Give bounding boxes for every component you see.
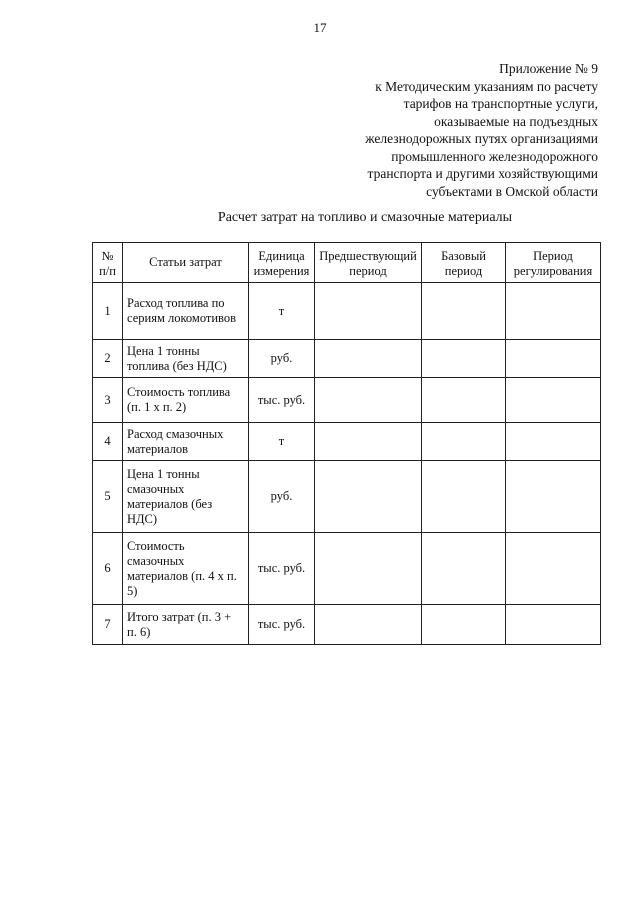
table-row	[93, 283, 601, 340]
row-item: Итого затрат (п. 3 + п. 6)	[123, 605, 249, 645]
cell-prev	[315, 378, 422, 423]
header-num: № п/п	[93, 243, 123, 283]
appendix-line: тарифов на транспортные услуги,	[403, 96, 598, 111]
row-num: 1	[93, 283, 123, 340]
row-num: 2	[93, 340, 123, 378]
appendix-line: к Методическим указаниям по расчету	[375, 78, 598, 94]
cell-reg	[506, 461, 601, 533]
cell-base	[422, 461, 506, 533]
row-item: Стоимость топлива (п. 1 х п. 2)	[123, 378, 249, 423]
row-item: Стоимость смазочных материалов (п. 4 х п. 5)	[123, 533, 249, 605]
cell-reg	[506, 605, 601, 645]
row-item: Расход топлива по сериям локомотивов	[123, 283, 249, 340]
cell-base	[422, 340, 506, 378]
table-row	[93, 423, 601, 461]
cell-reg	[506, 423, 601, 461]
row-num: 3	[93, 378, 123, 423]
table-row	[93, 378, 601, 423]
row-unit: руб.	[249, 340, 315, 378]
cell-reg	[506, 533, 601, 605]
row-unit: т	[249, 423, 315, 461]
cell-base	[422, 378, 506, 423]
row-item: Цена 1 тонны топлива (без НДС)	[123, 340, 249, 378]
cell-base	[422, 423, 506, 461]
row-unit: руб.	[249, 461, 315, 533]
appendix-line: оказываемые на подъездных	[434, 113, 598, 129]
appendix-note	[365, 60, 598, 200]
cell-prev	[315, 533, 422, 605]
cost-table	[92, 242, 601, 645]
cell-prev	[315, 605, 422, 645]
cell-prev	[315, 423, 422, 461]
cell-base	[422, 533, 506, 605]
header-unit: Единица измерения	[249, 243, 315, 283]
table-header-row	[93, 243, 601, 283]
row-num: 7	[93, 605, 123, 645]
appendix-line: железнодорожных путях организациями	[365, 131, 598, 146]
appendix-line: Приложение № 9	[499, 61, 598, 76]
header-reg-period: Период регулирования	[506, 243, 601, 283]
cell-reg	[506, 283, 601, 340]
header-base-period: Базовый период	[422, 243, 506, 283]
cell-prev	[315, 461, 422, 533]
cell-base	[422, 283, 506, 340]
cell-reg	[506, 340, 601, 378]
row-num: 6	[93, 533, 123, 605]
row-unit: т	[249, 283, 315, 340]
document-title: Расчет затрат на топливо и смазочные материалы	[217, 210, 513, 225]
row-item: Расход смазочных материалов	[123, 423, 249, 461]
row-num: 5	[93, 461, 123, 533]
cell-reg	[506, 378, 601, 423]
table-row	[93, 533, 601, 605]
cell-base	[422, 605, 506, 645]
table-row	[93, 461, 601, 533]
row-num: 4	[93, 423, 123, 461]
header-prev-period: Предшествующий период	[315, 243, 422, 283]
row-item: Цена 1 тонны смазочных материалов (без НДС)	[123, 461, 249, 533]
appendix-line: транспорта и другими хозяйствующими	[367, 166, 598, 181]
header-item: Статьи затрат	[123, 243, 249, 283]
appendix-line: субъектами в Омской области	[426, 183, 598, 199]
appendix-line: промышленного железнодорожного	[391, 148, 598, 164]
table-row	[93, 340, 601, 378]
row-unit: тыс. руб.	[249, 378, 315, 423]
table-row	[93, 605, 601, 645]
cell-prev	[315, 340, 422, 378]
cell-prev	[315, 283, 422, 340]
row-unit: тыс. руб.	[249, 605, 315, 645]
page-number: 17	[313, 20, 327, 35]
row-unit: тыс. руб.	[249, 533, 315, 605]
